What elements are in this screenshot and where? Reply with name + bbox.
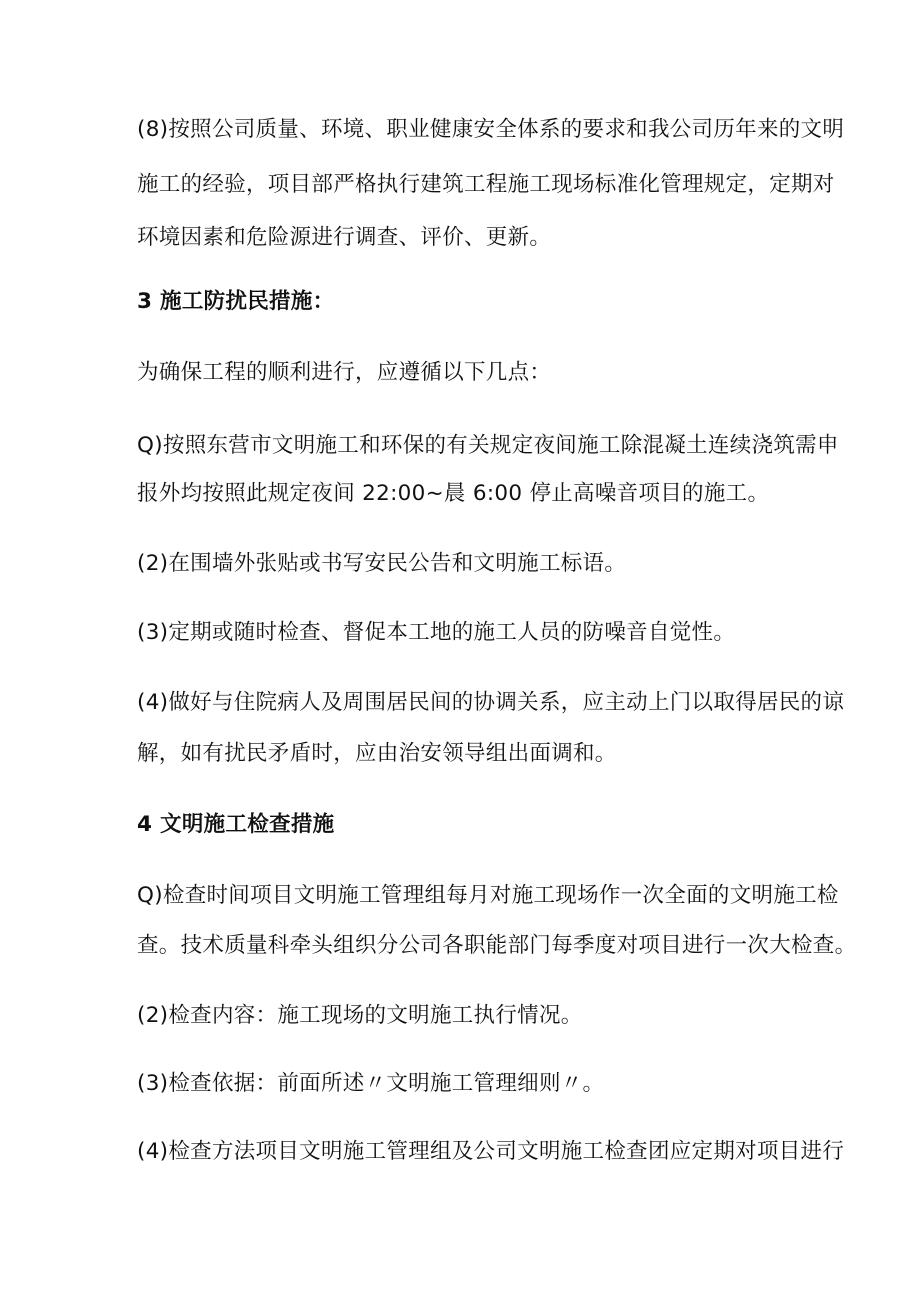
paragraph-line: 查。技术质量科牵头组织分公司各职能部门每季度对项目进行一次大检查。 [137,933,857,958]
section-heading: 3 施工防扰民措施： [137,289,335,314]
paragraph-line: (8)按照公司质量、环境、职业健康安全体系的要求和我公司历年来的文明 [137,117,845,142]
paragraph-line: 为确保工程的顺利进行，应遵循以下几点： [137,360,552,385]
paragraph-line: (3)定期或随时检查、督促本工地的施工人员的防噪音自觉性。 [137,620,736,645]
paragraph-line: Q)检查时间项目文明施工管理组每月对施工现场作一次全面的文明施工检 [137,883,839,908]
section-heading: 4 文明施工检查措施 [137,812,335,837]
paragraph-line: Q)按照东营市文明施工和环保的有关规定夜间施工除混凝土连续浇筑需申 [137,433,839,458]
paragraph-line: (2)在围墙外张贴或书写安民公告和文明施工标语。 [137,551,627,576]
paragraph-line: (3)检查依据：前面所述〃文明施工管理细则〃。 [137,1071,605,1096]
paragraph-line: 施工的经验，项目部严格执行建筑工程施工现场标准化管理规定，定期对 [137,172,835,197]
paragraph-line: (4)检查方法项目文明施工管理组及公司文明施工检查团应定期对项目进行 [137,1139,845,1164]
paragraph-line: (4)做好与住院病人及周围居民间的协调关系，应主动上门以取得居民的谅 [137,690,845,715]
paragraph-line: 报外均按照此规定夜间 22:00~晨 6:00 停止高噪音项目的施工。 [137,481,770,506]
paragraph-line: (2)检查内容：施工现场的文明施工执行情况。 [137,1003,583,1028]
paragraph-line: 环境因素和危险源进行调查、评价、更新。 [137,225,552,250]
paragraph-line: 解，如有扰民矛盾时，应由治安领导组出面调和。 [137,741,617,766]
